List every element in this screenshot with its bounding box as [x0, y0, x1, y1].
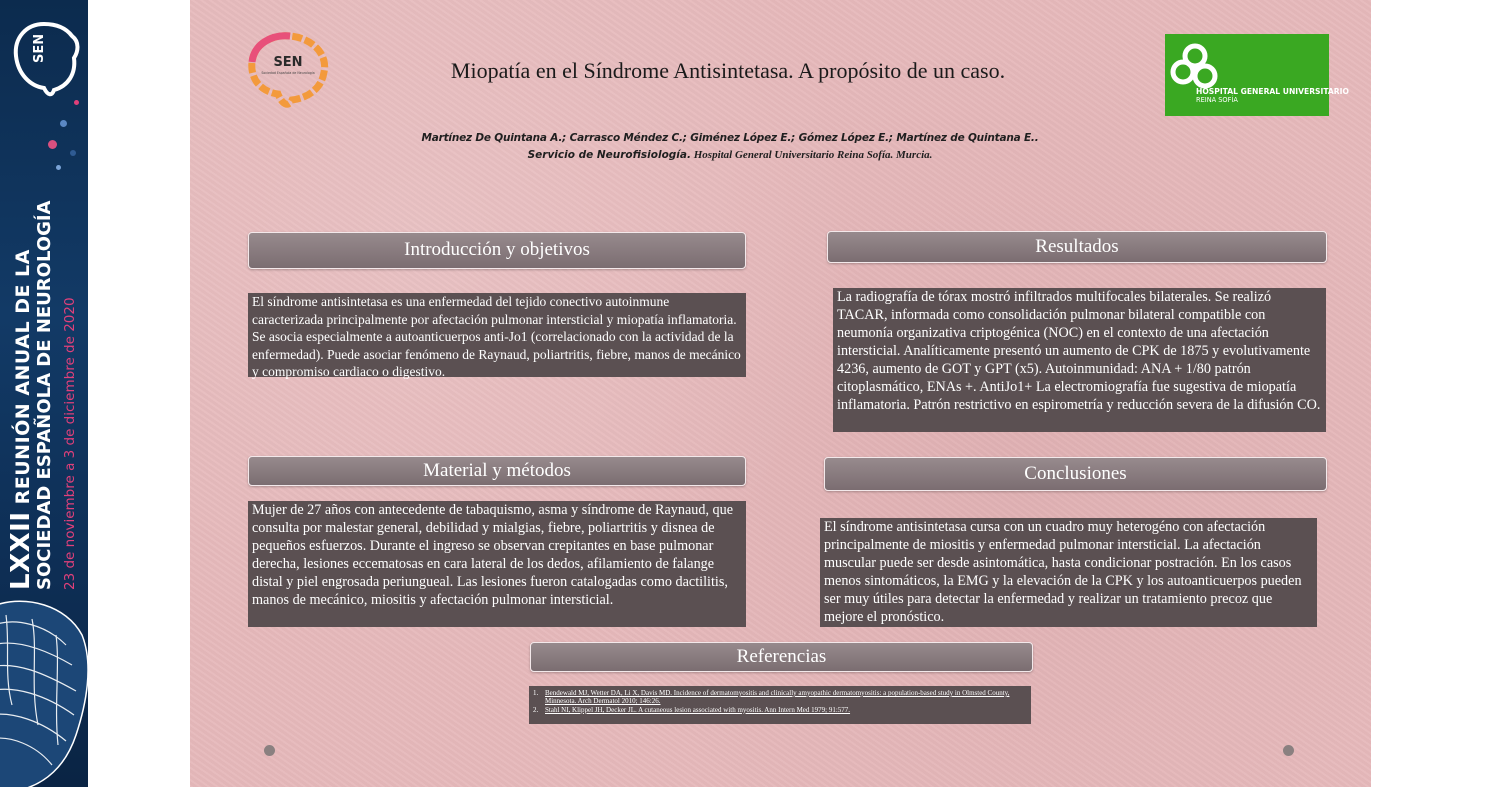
references-heading: Referencias [530, 642, 1033, 672]
hospital-logo-sub: REINA SOFÍA [1196, 96, 1238, 104]
hospital-logo-name [1196, 87, 1349, 105]
brain-illustration-icon [0, 595, 88, 787]
results-text: La radiografía de tórax mostró infiltrados multifocales bilaterales. Se realizó TACAR, informada como consolidación pulmonar bilateral compatible con neumonía organizativa criptogénica (NOC) en el contexto de una afectación intersticial. Analíticamente presentó un aumento de CPK de 1875 y evolutivamente 4236, aumento de GOT y GPT (x5). Autoinmunidad: ANA + 1/80 patrón citoplasmático, ENAs +. AntiJo1+ La electromiografía fue sugestiva de miopatía inflamatoria. Patrón restrictivo en espirometría y reducción severa de la difusión CO. [833, 288, 1326, 432]
sen-logo-text: SEN [273, 55, 303, 70]
reference-number: 2. [533, 705, 539, 714]
affiliation [370, 149, 1090, 161]
hospital-logo-name-line: HOSPITAL GENERAL UNIVERSITARIO [1196, 87, 1349, 96]
banner-edition: LXXII [6, 511, 36, 590]
results-heading: Resultados [827, 231, 1327, 263]
affiliation-hospital: Hospital General Universitario Reina Sofía. Murcia. [693, 149, 933, 161]
conclusions-heading: Conclusiones [824, 457, 1327, 491]
poster [190, 0, 1371, 787]
banner-line1 [6, 210, 36, 590]
intro-text: El síndrome antisintetasa es una enfermedad del tejido conectivo autoinmune caracterizada principalmente por afectación pulmonar intersticial y miopatía inflamatoria. Se asocia especialmente a autoanticuerpos anti-Jo1 (correlacionado con la actividad de la enfermedad). Puede asociar fenómeno de Raynaud, poliartritis, fiebre, manos de mecánico y compromiso cardiaco o digestivo. [248, 293, 746, 377]
affiliation-service: Servicio de Neurofisiología. [527, 149, 691, 161]
reference-number: 1. [533, 689, 539, 697]
sen-logo-subtitle: Sociedad Española de Neurología [261, 71, 315, 75]
hospital-logo [1165, 34, 1349, 116]
reference-link[interactable]: Stahl NI, Klippel JH, Decker JL. A cutaneous lesion associated with myositis. Ann Intern Med 1979; 91:577. [545, 705, 851, 714]
methods-text: Mujer de 27 años con antecedente de tabaquismo, asma y síndrome de Raynaud, que consulta por malestar general, debilidad y mialgias, fiebre, poliartritis y disnea de pequeños esfuerzos. Durante el ingreso se observan crepitantes en base pulmonar derecha, lesiones eccematosas en cara lateral de los dedos, afilamiento de falange distal y piel engrosada periungueal. Las lesiones fueron catalogadas como dactilitis, manos de mecánico, miositis y afectación pulmonar intersticial. [248, 501, 746, 627]
conference-banner [0, 0, 88, 787]
poster-title: Miopatía en el Síndrome Antisintetasa. A propósito de un caso. [450, 58, 1006, 83]
banner-dates: 23 de noviembre a 3 de diciembre de 2020 [62, 297, 78, 590]
sen-conference-logo [8, 16, 80, 100]
banner-meeting: REUNIÓN ANUAL DE LA [12, 249, 34, 505]
reference-item[interactable] [533, 706, 1027, 714]
methods-heading: Material y métodos [248, 456, 746, 486]
authors: Martínez De Quintana A.; Carrasco Méndez C.; Giménez López E.; Gómez López E.; Martínez de Quintana E.. [421, 132, 1039, 144]
nav-dot-right[interactable] [1283, 745, 1294, 756]
conclusions-text: El síndrome antisintetasa cursa con un cuadro muy heterogéno con afectación principalmente de miositis y enfermedad pulmonar intersticial. La afectación muscular puede ser desde asintomática, hasta condicionar postración. En los casos menos sintomáticos, la EMG y la elevación de la CPK y los autoanticuerpos pueden ser muy útiles para detectar la enfermedad y realizar un tratamiento precoz que mejore el pronóstico. [820, 518, 1317, 627]
nav-dot-left[interactable] [264, 745, 275, 756]
reference-link[interactable]: Bendewald MJ, Wetter DA, Li X, Davis MD. Incidence of dermatomyositis and clinically amyopathic dermatomyositis: a population-based study in Olmsted County, Minnesota. Arch Dermatol 2010; 146:26. [545, 689, 1010, 706]
sen-logo [242, 30, 338, 110]
banner-text-block [6, 200, 78, 590]
banner-society: SOCIEDAD ESPAÑOLA DE NEUROLOGÍA [34, 200, 55, 590]
banner-logo-text: SEN [32, 33, 47, 63]
reference-item[interactable] [533, 689, 1027, 706]
references-list [529, 686, 1031, 724]
intro-heading: Introducción y objetivos [248, 232, 746, 269]
